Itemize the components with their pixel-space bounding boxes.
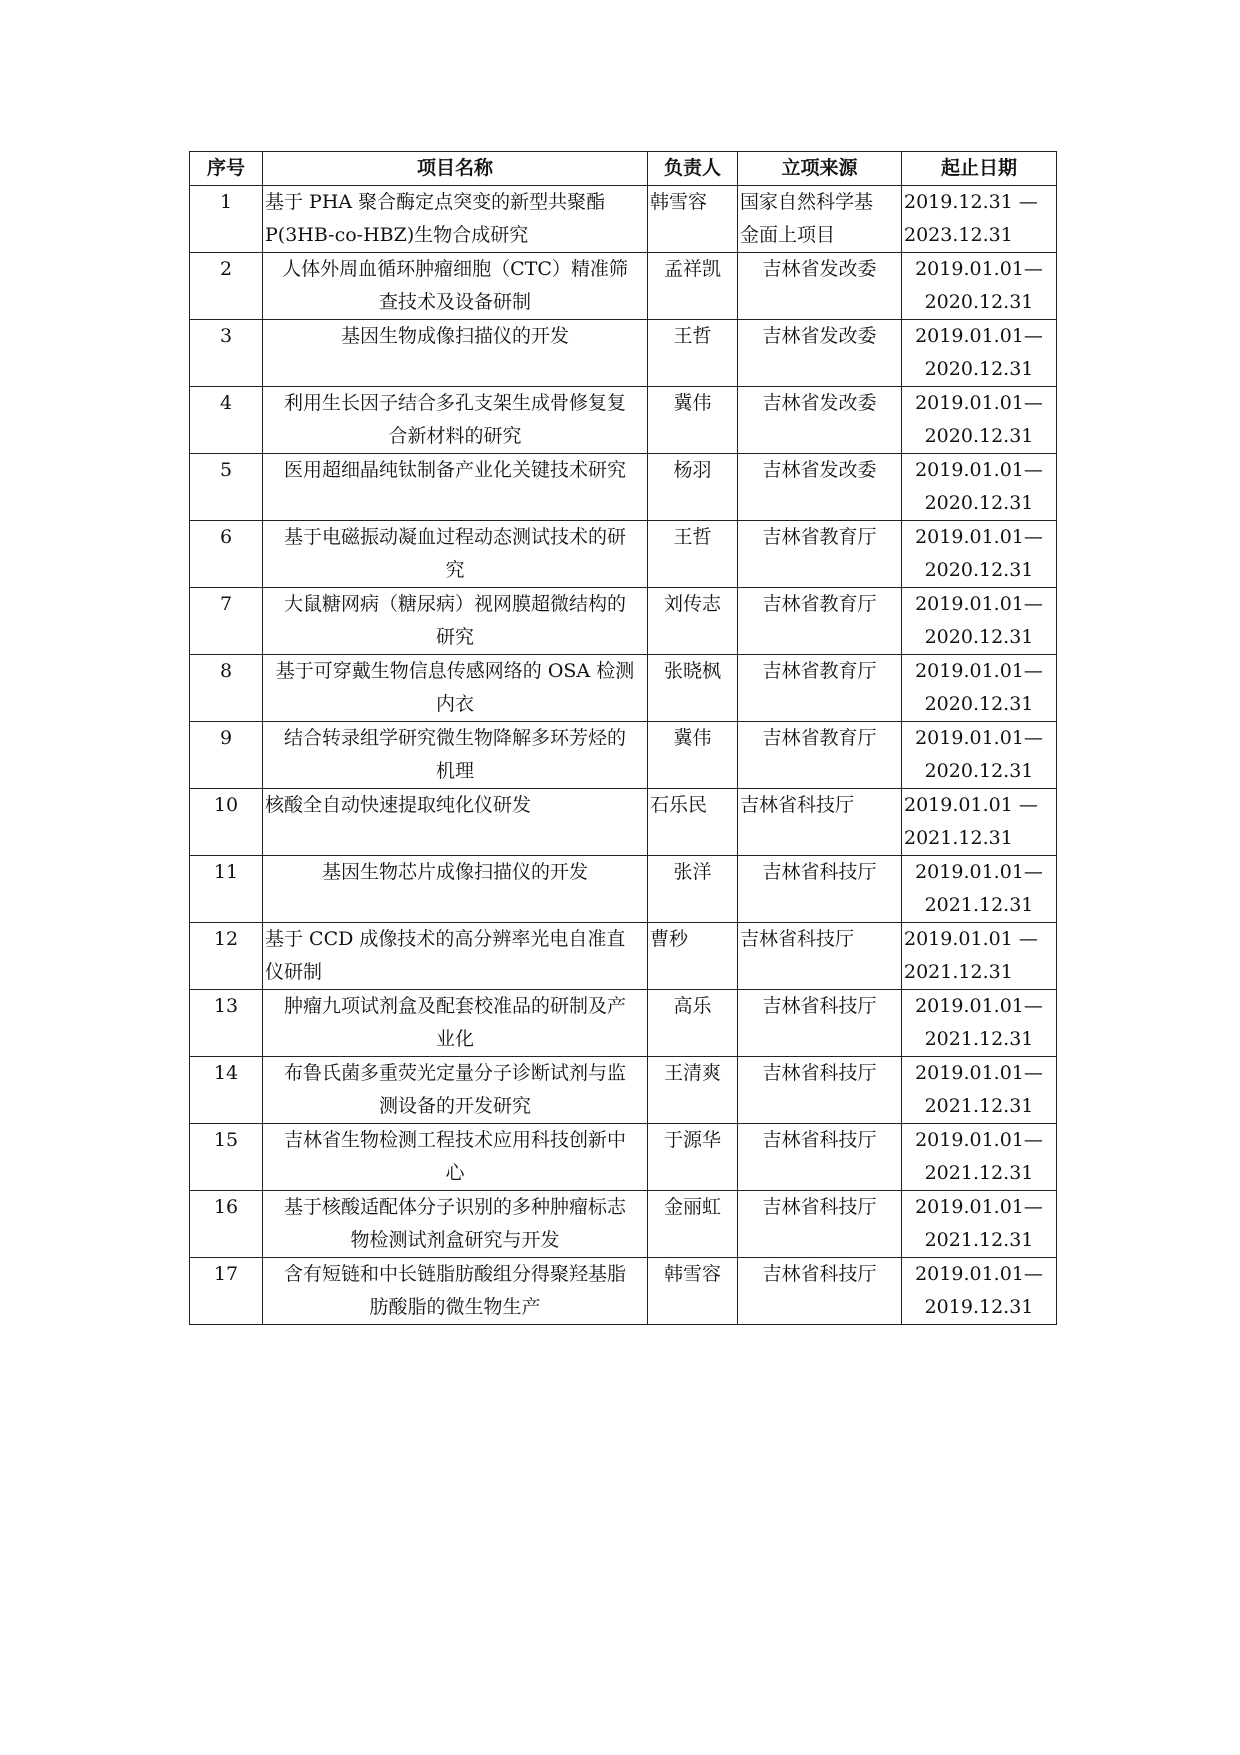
cell-dates-line: 2020.12.31 [924, 760, 1034, 782]
cell-source [738, 521, 902, 588]
cell-project-name [263, 186, 648, 253]
cell-source-line: 金面上项目 [740, 224, 836, 246]
cell-project-name-line: 基因生物芯片成像扫描仪的开发 [321, 861, 588, 883]
table-row [190, 1191, 1057, 1258]
cell-project-name-line: 业化 [435, 1028, 474, 1050]
cell-source [738, 789, 902, 856]
table-row [190, 521, 1057, 588]
cell-dates-line: 2020.12.31 [924, 425, 1034, 447]
cell-lead: 刘传志 [648, 588, 738, 655]
header-source: 立项来源 [738, 152, 902, 186]
table-row [190, 1258, 1057, 1325]
cell-dates-line: 2019.01.01— [915, 1129, 1043, 1151]
cell-lead: 张洋 [648, 856, 738, 923]
cell-no: 17 [190, 1258, 263, 1325]
cell-source-line: 吉林省发改委 [762, 459, 877, 481]
cell-dates-line: 2019.01.01— [915, 727, 1043, 749]
cell-no: 11 [190, 856, 263, 923]
cell-lead: 高乐 [648, 990, 738, 1057]
cell-project-name [263, 789, 648, 856]
cell-project-name [263, 320, 648, 387]
cell-project-name [263, 722, 648, 789]
cell-dates [902, 923, 1057, 990]
cell-source [738, 320, 902, 387]
table-row [190, 655, 1057, 722]
cell-lead: 金丽虹 [648, 1191, 738, 1258]
cell-no: 3 [190, 320, 263, 387]
cell-dates-line: 2019.01.01— [915, 258, 1043, 280]
cell-source [738, 253, 902, 320]
cell-no: 13 [190, 990, 263, 1057]
table-row [190, 588, 1057, 655]
cell-lead: 王哲 [648, 521, 738, 588]
cell-project-name-line: P(3HB-co-HBZ)生物合成研究 [265, 224, 529, 246]
cell-dates-line: 2019.12.31 — [904, 191, 1038, 213]
header-lead: 负责人 [648, 152, 738, 186]
cell-source [738, 1258, 902, 1325]
header-dates: 起止日期 [902, 152, 1057, 186]
cell-dates-line: 2019.01.01— [915, 526, 1043, 548]
cell-source-line: 吉林省教育厅 [762, 593, 877, 615]
cell-no: 2 [190, 253, 263, 320]
table-row [190, 856, 1057, 923]
cell-project-name [263, 1124, 648, 1191]
cell-lead: 于源华 [648, 1124, 738, 1191]
cell-dates-line: 2019.01.01— [915, 861, 1043, 883]
cell-source-line: 吉林省科技厅 [740, 928, 855, 950]
cell-project-name-line: 仪研制 [265, 961, 323, 983]
cell-project-name-line: 研究 [435, 626, 474, 648]
cell-lead: 石乐民 [648, 789, 738, 856]
cell-dates-line: 2020.12.31 [924, 492, 1034, 514]
cell-dates-line: 2020.12.31 [924, 626, 1034, 648]
cell-project-name-line: 究 [445, 559, 465, 581]
cell-project-name-line: 基于 CCD 成像技术的高分辨率光电自准直 [265, 928, 626, 950]
cell-dates-line: 2020.12.31 [924, 693, 1034, 715]
cell-no: 1 [190, 186, 263, 253]
cell-lead: 韩雪容 [648, 1258, 738, 1325]
cell-project-name-line: 核酸全自动快速提取纯化仪研发 [265, 794, 532, 816]
cell-no: 15 [190, 1124, 263, 1191]
cell-source-line: 国家自然科学基 [740, 191, 874, 213]
cell-source [738, 1057, 902, 1124]
cell-dates [902, 722, 1057, 789]
cell-lead: 王哲 [648, 320, 738, 387]
cell-dates [902, 320, 1057, 387]
cell-source [738, 722, 902, 789]
cell-dates [902, 186, 1057, 253]
cell-dates-line: 2019.12.31 [924, 1296, 1034, 1318]
cell-source-line: 吉林省教育厅 [762, 660, 877, 682]
cell-project-name [263, 1191, 648, 1258]
cell-project-name-line: 机理 [435, 760, 474, 782]
cell-project-name [263, 588, 648, 655]
cell-dates [902, 387, 1057, 454]
cell-dates-line: 2023.12.31 [904, 224, 1013, 246]
cell-source-line: 吉林省发改委 [762, 325, 877, 347]
table-body [190, 186, 1057, 1325]
cell-dates-line: 2019.01.01— [915, 660, 1043, 682]
cell-no: 8 [190, 655, 263, 722]
cell-dates-line: 2019.01.01— [915, 995, 1043, 1017]
cell-dates [902, 655, 1057, 722]
cell-source-line: 吉林省科技厅 [762, 995, 877, 1017]
cell-project-name-line: 物检测试剂盒研究与开发 [350, 1229, 560, 1251]
cell-project-name-line: 合新材料的研究 [388, 425, 522, 447]
cell-project-name-line: 基于核酸适配体分子识别的多种肿瘤标志 [283, 1196, 626, 1218]
cell-source-line: 吉林省科技厅 [762, 1129, 877, 1151]
cell-dates-line: 2020.12.31 [924, 559, 1034, 581]
cell-source-line: 吉林省发改委 [762, 392, 877, 414]
cell-source-line: 吉林省科技厅 [740, 794, 855, 816]
cell-source [738, 990, 902, 1057]
cell-dates-line: 2019.01.01 — [904, 794, 1038, 816]
header-name: 项目名称 [263, 152, 648, 186]
cell-dates-line: 2021.12.31 [904, 961, 1013, 983]
cell-no: 7 [190, 588, 263, 655]
cell-dates [902, 588, 1057, 655]
cell-dates-line: 2021.12.31 [904, 827, 1013, 849]
cell-project-name [263, 1258, 648, 1325]
cell-project-name [263, 253, 648, 320]
cell-dates [902, 253, 1057, 320]
cell-project-name [263, 990, 648, 1057]
table-row [190, 454, 1057, 521]
cell-dates-line: 2020.12.31 [924, 358, 1034, 380]
cell-project-name-line: 结合转录组学研究微生物降解多环芳烃的 [283, 727, 626, 749]
cell-dates-line: 2020.12.31 [924, 291, 1034, 313]
header-no: 序号 [190, 152, 263, 186]
table-row [190, 1124, 1057, 1191]
cell-project-name [263, 856, 648, 923]
cell-project-name [263, 923, 648, 990]
cell-project-name-line: 基因生物成像扫描仪的开发 [340, 325, 569, 347]
cell-dates [902, 1124, 1057, 1191]
table-row [190, 990, 1057, 1057]
cell-project-name [263, 387, 648, 454]
cell-source [738, 588, 902, 655]
cell-no: 6 [190, 521, 263, 588]
cell-source-line: 吉林省科技厅 [762, 861, 877, 883]
table-row [190, 722, 1057, 789]
cell-source [738, 856, 902, 923]
table-row [190, 186, 1057, 253]
cell-dates-line: 2021.12.31 [924, 894, 1034, 916]
cell-lead: 冀伟 [648, 387, 738, 454]
cell-dates-line: 2021.12.31 [924, 1229, 1034, 1251]
header-row [190, 152, 1057, 186]
cell-project-name-line: 吉林省生物检测工程技术应用科技创新中 [283, 1129, 626, 1151]
cell-lead: 曹秒 [648, 923, 738, 990]
cell-lead: 冀伟 [648, 722, 738, 789]
cell-project-name-line: 基于 PHA 聚合酶定点突变的新型共聚酯 [265, 191, 606, 213]
cell-project-name-line: 基于可穿戴生物信息传感网络的 OSA 检测 [275, 660, 635, 682]
cell-project-name-line: 内衣 [435, 693, 474, 715]
cell-lead: 孟祥凯 [648, 253, 738, 320]
cell-no: 9 [190, 722, 263, 789]
table-row [190, 253, 1057, 320]
cell-no: 12 [190, 923, 263, 990]
cell-dates-line: 2019.01.01— [915, 1263, 1043, 1285]
table-row [190, 387, 1057, 454]
cell-source [738, 387, 902, 454]
cell-source [738, 655, 902, 722]
cell-project-name [263, 454, 648, 521]
cell-no: 5 [190, 454, 263, 521]
table-row [190, 789, 1057, 856]
cell-source-line: 吉林省教育厅 [762, 526, 877, 548]
cell-dates [902, 990, 1057, 1057]
project-table [189, 151, 1057, 1325]
cell-no: 10 [190, 789, 263, 856]
cell-project-name-line: 肪酸脂的微生物生产 [369, 1296, 541, 1318]
cell-project-name-line: 查技术及设备研制 [378, 291, 531, 313]
cell-dates [902, 1258, 1057, 1325]
cell-dates [902, 454, 1057, 521]
cell-source [738, 454, 902, 521]
cell-dates-line: 2019.01.01— [915, 325, 1043, 347]
cell-dates [902, 1057, 1057, 1124]
cell-project-name [263, 655, 648, 722]
cell-project-name-line: 含有短链和中长链脂肪酸组分得聚羟基脂 [283, 1263, 626, 1285]
cell-dates-line: 2021.12.31 [924, 1162, 1034, 1184]
cell-source [738, 1191, 902, 1258]
cell-lead: 韩雪容 [648, 186, 738, 253]
cell-dates-line: 2019.01.01— [915, 1062, 1043, 1084]
cell-project-name-line: 大鼠糖网病（糖尿病）视网膜超微结构的 [283, 593, 626, 615]
cell-project-name-line: 肿瘤九项试剂盒及配套校准品的研制及产 [283, 995, 626, 1017]
cell-dates-line: 2019.01.01— [915, 1196, 1043, 1218]
cell-source [738, 1124, 902, 1191]
cell-source [738, 186, 902, 253]
cell-dates [902, 789, 1057, 856]
cell-project-name-line: 测设备的开发研究 [378, 1095, 531, 1117]
table-row [190, 320, 1057, 387]
cell-lead: 张晓枫 [648, 655, 738, 722]
cell-project-name-line: 人体外周血循环肿瘤细胞（CTC）精准筛 [282, 258, 628, 280]
cell-project-name-line: 基于电磁振动凝血过程动态测试技术的研 [283, 526, 626, 548]
table-row [190, 923, 1057, 990]
cell-project-name-line: 心 [445, 1162, 465, 1184]
cell-dates-line: 2021.12.31 [924, 1028, 1034, 1050]
cell-project-name-line: 医用超细晶纯钛制备产业化关键技术研究 [283, 459, 626, 481]
cell-dates-line: 2019.01.01— [915, 459, 1043, 481]
cell-project-name [263, 521, 648, 588]
cell-source-line: 吉林省科技厅 [762, 1263, 877, 1285]
cell-source-line: 吉林省发改委 [762, 258, 877, 280]
cell-source [738, 923, 902, 990]
cell-dates [902, 856, 1057, 923]
cell-source-line: 吉林省科技厅 [762, 1062, 877, 1084]
cell-source-line: 吉林省教育厅 [762, 727, 877, 749]
table-row [190, 1057, 1057, 1124]
cell-lead: 王清爽 [648, 1057, 738, 1124]
cell-project-name-line: 利用生长因子结合多孔支架生成骨修复复 [283, 392, 626, 414]
cell-dates-line: 2019.01.01 — [904, 928, 1038, 950]
cell-no: 14 [190, 1057, 263, 1124]
cell-source-line: 吉林省科技厅 [762, 1196, 877, 1218]
cell-lead: 杨羽 [648, 454, 738, 521]
cell-no: 16 [190, 1191, 263, 1258]
cell-dates [902, 521, 1057, 588]
cell-dates [902, 1191, 1057, 1258]
cell-dates-line: 2019.01.01— [915, 593, 1043, 615]
cell-no: 4 [190, 387, 263, 454]
cell-dates-line: 2019.01.01— [915, 392, 1043, 414]
cell-dates-line: 2021.12.31 [924, 1095, 1034, 1117]
cell-project-name [263, 1057, 648, 1124]
cell-project-name-line: 布鲁氏菌多重荧光定量分子诊断试剂与监 [283, 1062, 626, 1084]
